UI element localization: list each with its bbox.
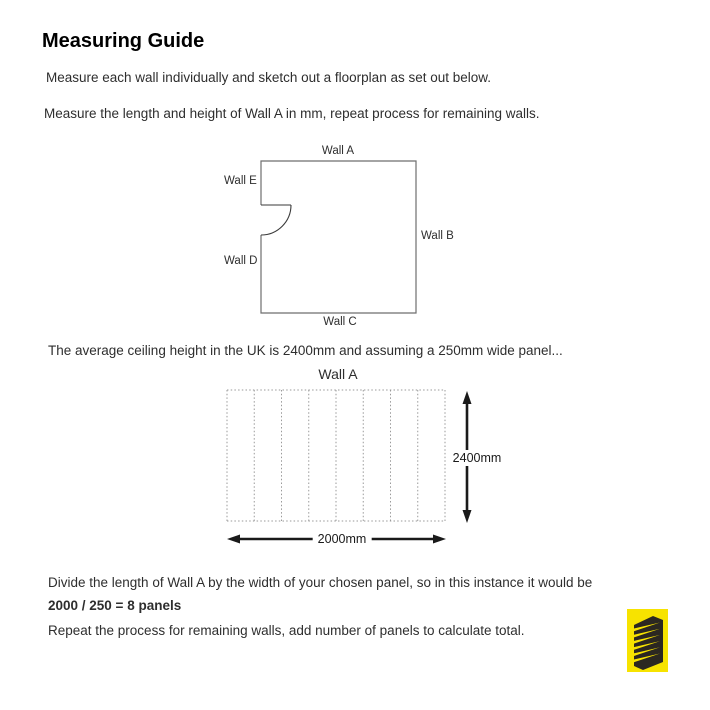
instruction-repeat: Repeat the process for remaining walls, add number of panels to calculate total. [48, 623, 525, 638]
floorplan-wall-d-label: Wall D [224, 255, 258, 267]
panel-divider-lines [227, 390, 445, 521]
logo-stack-silhouette [634, 616, 663, 670]
stacked-panels-logo-icon [627, 609, 668, 672]
floorplan-wall-b-label: Wall B [421, 230, 454, 242]
floorplan-outline [261, 161, 416, 313]
panel-formula: 2000 / 250 = 8 panels [48, 598, 182, 613]
floorplan-wall-a-label: Wall A [321, 145, 355, 157]
instruction-ceiling: The average ceiling height in the UK is 2400mm and assuming a 250mm wide panel... [48, 343, 563, 358]
company-logo [627, 609, 668, 672]
instruction-step1: Measure each wall individually and sketch out a floorplan as set out below. [46, 70, 492, 85]
floorplan-wall-c-label: Wall C [323, 316, 357, 328]
floorplan-wall-e-label: Wall E [224, 175, 257, 187]
page-title: Measuring Guide [42, 30, 205, 52]
instruction-step2: Measure the length and height of Wall A in mm, repeat process for remaining walls. [44, 106, 540, 121]
instruction-divide: Divide the length of Wall A by the width of your chosen panel, so in this instance it would be [48, 575, 593, 590]
panel-diagram-title: Wall A [318, 366, 358, 382]
wall-length-label: 2000mm [313, 531, 372, 547]
ceiling-height-label: 2400mm [448, 450, 507, 466]
door-swing-arc [261, 205, 291, 235]
